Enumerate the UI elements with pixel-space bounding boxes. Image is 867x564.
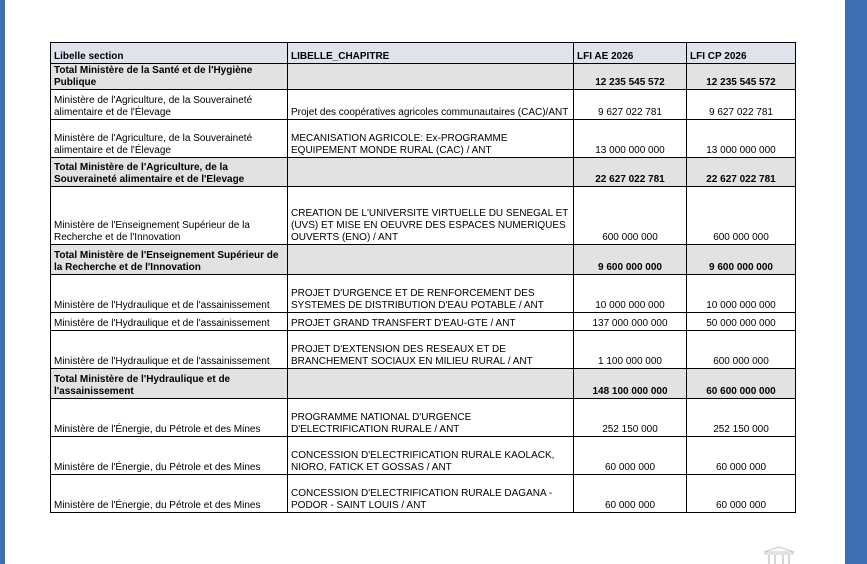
- cell-cp: 50 000 000 000: [687, 313, 796, 331]
- cell-ae: 60 000 000: [574, 475, 687, 513]
- table-row-total: [51, 158, 796, 187]
- table-row: [51, 313, 796, 331]
- cell-section: Ministère de l'Agriculture, de la Souveraineté alimentaire et de l'Élevage: [51, 90, 288, 120]
- cell-cp: 12 235 545 572: [687, 64, 796, 90]
- document-page: [5, 0, 845, 564]
- cell-ae: 1 100 000 000: [574, 331, 687, 369]
- cell-section: Ministère de l'Agriculture, de la Souveraineté alimentaire et de l'Élevage: [51, 120, 288, 158]
- cell-section: Ministère de l'Énergie, du Pétrole et des Mines: [51, 475, 288, 513]
- cell-chapitre: CREATION DE L'UNIVERSITE VIRTUELLE DU SENEGAL ET (UVS) ET MISE EN OEUVRE DES ESPACES NUMERIQUES OUVERTS (ENO) / ANT: [288, 187, 574, 245]
- header-libelle-chapitre: LIBELLE_CHAPITRE: [288, 43, 574, 64]
- cell-cp: 252 150 000: [687, 399, 796, 437]
- cell-chapitre: [288, 245, 574, 275]
- cell-cp: 10 000 000 000: [687, 275, 796, 313]
- cell-ae: 13 000 000 000: [574, 120, 687, 158]
- table-row: [51, 120, 796, 158]
- cell-cp: 60 000 000: [687, 437, 796, 475]
- budget-table: [50, 42, 796, 513]
- table-row: [51, 90, 796, 120]
- table-row: [51, 187, 796, 245]
- cell-ae: 600 000 000: [574, 187, 687, 245]
- cell-cp: 9 600 000 000: [687, 245, 796, 275]
- cell-chapitre: Projet des coopératives agricoles communautaires (CAC)/ANT: [288, 90, 574, 120]
- cell-cp: 60 600 000 000: [687, 369, 796, 399]
- cell-section: Ministère de l'Hydraulique et de l'assainissement: [51, 313, 288, 331]
- cell-cp: 22 627 022 781: [687, 158, 796, 187]
- cell-section: Ministère de l'Enseignement Supérieur de la Recherche et de l'Innovation: [51, 187, 288, 245]
- table-row: [51, 437, 796, 475]
- cell-ae: 9 600 000 000: [574, 245, 687, 275]
- cell-cp: 13 000 000 000: [687, 120, 796, 158]
- cell-ae: 12 235 545 572: [574, 64, 687, 90]
- window-frame-right: [845, 0, 867, 564]
- cell-ae: 148 100 000 000: [574, 369, 687, 399]
- cell-ae: 22 627 022 781: [574, 158, 687, 187]
- cell-chapitre: PROJET GRAND TRANSFERT D'EAU-GTE / ANT: [288, 313, 574, 331]
- building-seal-icon: [762, 546, 796, 564]
- cell-section: Ministère de l'Énergie, du Pétrole et des Mines: [51, 437, 288, 475]
- cell-section: Total Ministère de l'Enseignement Supérieur de la Recherche et de l'Innovation: [51, 245, 288, 275]
- cell-chapitre: PROGRAMME NATIONAL D'URGENCE D'ELECTRIFICATION RURALE / ANT: [288, 399, 574, 437]
- cell-cp: 9 627 022 781: [687, 90, 796, 120]
- cell-cp: 60 000 000: [687, 475, 796, 513]
- table-header-row: [51, 43, 796, 64]
- cell-chapitre: MECANISATION AGRICOLE: Ex-PROGRAMME EQUIPEMENT MONDE RURAL (CAC) / ANT: [288, 120, 574, 158]
- table-row: [51, 475, 796, 513]
- header-libelle-section: Libelle section: [51, 43, 288, 64]
- cell-ae: 252 150 000: [574, 399, 687, 437]
- cell-section: Total Ministère de l'Hydraulique et de l'assainissement: [51, 369, 288, 399]
- table-row: [51, 331, 796, 369]
- table-row: [51, 275, 796, 313]
- cell-chapitre: [288, 369, 574, 399]
- cell-chapitre: PROJET D'EXTENSION DES RESEAUX ET DE BRANCHEMENT SOCIAUX EN MILIEU RURAL / ANT: [288, 331, 574, 369]
- cell-chapitre: PROJET D'URGENCE ET DE RENFORCEMENT DES SYSTEMES DE DISTRIBUTION D'EAU POTABLE / ANT: [288, 275, 574, 313]
- cell-ae: 9 627 022 781: [574, 90, 687, 120]
- cell-section: Total Ministère de la Santé et de l'Hygiène Publique: [51, 64, 288, 90]
- table-row-total: [51, 369, 796, 399]
- table-row-total: [51, 245, 796, 275]
- cell-chapitre: [288, 158, 574, 187]
- header-lfi-ae-2026: LFI AE 2026: [574, 43, 687, 64]
- cell-cp: 600 000 000: [687, 187, 796, 245]
- header-lfi-cp-2026: LFI CP 2026: [687, 43, 796, 64]
- cell-chapitre: CONCESSION D'ELECTRIFICATION RURALE KAOLACK, NIORO, FATICK ET GOSSAS / ANT: [288, 437, 574, 475]
- cell-chapitre: CONCESSION D'ELECTRIFICATION RURALE DAGANA - PODOR - SAINT LOUIS / ANT: [288, 475, 574, 513]
- cell-section: Ministère de l'Hydraulique et de l'assainissement: [51, 331, 288, 369]
- cell-ae: 137 000 000 000: [574, 313, 687, 331]
- cell-chapitre: [288, 64, 574, 90]
- cell-section: Ministère de l'Hydraulique et de l'assainissement: [51, 275, 288, 313]
- cell-cp: 600 000 000: [687, 331, 796, 369]
- cell-ae: 60 000 000: [574, 437, 687, 475]
- table-row: [51, 399, 796, 437]
- cell-ae: 10 000 000 000: [574, 275, 687, 313]
- cell-section: Total Ministère de l'Agriculture, de la Souveraineté alimentaire et de l'Elevage: [51, 158, 288, 187]
- cell-section: Ministère de l'Énergie, du Pétrole et des Mines: [51, 399, 288, 437]
- table-row-total: [51, 64, 796, 90]
